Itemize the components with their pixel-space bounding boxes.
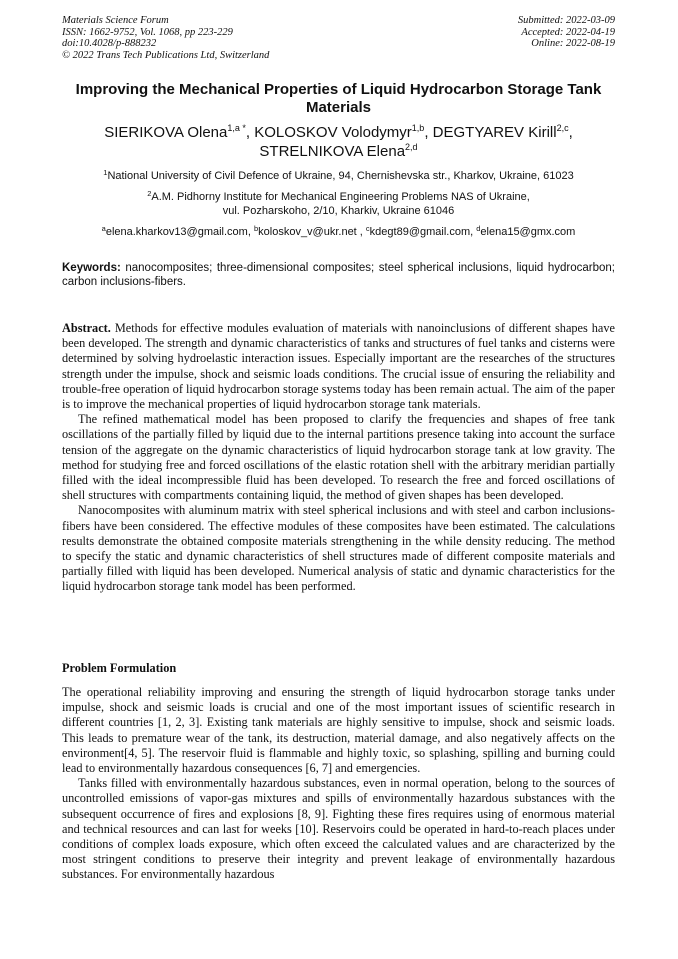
author-affil-marker: 2,c: [556, 123, 569, 133]
abstract-paragraph: The refined mathematical model has been proposed to clarify the frequencies and shapes of free tank oscillations of the partially filled by liquid due to the internal partitions presence taking into account the surface tension of the aggregate on the dynamic characteristics of liquid hydrocarbon storage tank at low gravity. The method for studying free and forced oscillations of the elastic rotation shell with the arbitrary meridian partially filled with the ideal incompressible fluid has been developed. To research the free and forced oscillations of shell structures with compartments containing liquid, the method of given shapes has been developed.: [62, 412, 615, 503]
body-paragraph: The operational reliability improving and ensuring the strength of liquid hydrocarbon storage tanks under impulse, shock and seismic loads is crucial and one of the most important issues of scientific research in different countries [1, 2, 3]. Existing tank materials are highly sensitive to impulse, shock and seismic loads. This leads to premature wear of the tank, its destruction, material damage, and also negatively affects on the environment[4, 5]. The reservoir fluid is flammable and highly toxic, so splashing, spilling and burning could lead to environmentally hazardous consequences [6, 7] and emergencies.: [62, 685, 615, 776]
section-body: [62, 685, 615, 883]
author-name: SIERIKOVA Olena: [104, 124, 228, 141]
affiliation-2: $^2$A.M. Pidhorny Institute for Mechanical Engineering Problems NAS of Ukraine, vul. Pozharskoho, 2/10, Kharkiv, Ukraine 61046: [147, 189, 530, 217]
author-affil-marker: 2,d: [405, 142, 418, 152]
author-emails: $^a$elena.kharkov13@gmail.com, $^b$koloskov_v@ukr.net , $^c$kdegt89@gmail.com, $^d$elena15@gmx.com: [101, 224, 576, 238]
abstract-paragraph: Abstract. Methods for effective modules evaluation of materials with nanoinclusions of different shapes have been developed. The strength and dynamic characteristics of tanks and structures of fuel tanks and cisterns were determined by solving hydroelastic interaction issues. Especially important are the researches of the structures strength under the impulse, shock and seismic loads conditions. The crucial issue of ensuring the reliability and trouble-free operation of liquid hydrocarbon storage systems today has been remain actual. The aim of the paper is to improve the mechanical properties of liquid hydrocarbon storage tank materials.: [62, 321, 615, 412]
issn-line: ISSN: 1662-9752, Vol. 1068, pp 223-229: [62, 26, 233, 38]
author-list: SIERIKOVA Olena$^{1,a *}$, KOLOSKOV Volodymyr$^{1,b}$, DEGTYAREV Kirill$^{2,c}$, STRELNIKOVA Elena$^{2,d}$: [104, 123, 573, 160]
keywords-text: nanocomposites; three-dimensional composites; steel spherical inclusions, liquid hydrocarbon; carbon inclusions-fibers.: [62, 262, 615, 288]
paper-title: Improving the Mechanical Properties of Liquid Hydrocarbon Storage Tank Materials: [75, 81, 602, 116]
author-name: KOLOSKOV Volodymyr: [254, 124, 412, 141]
journal-name: Materials Science Forum: [62, 15, 169, 26]
section-heading: Problem Formulation: [62, 661, 177, 675]
copyright-line: © 2022 Trans Tech Publications Ltd, Switzerland: [62, 49, 270, 61]
dates-header: [395, 15, 615, 50]
online-date: Online: 2022-08-19: [531, 38, 615, 49]
email-link[interactable]: kdegt89@gmail.com: [369, 226, 471, 238]
abstract-paragraph: Nanocomposites with aluminum matrix with steel spherical inclusions and with steel and carbon inclusions-fibers have been considered. The effective modules of these composites have been estimated. The calculations results demonstrate the obtained composite materials strengthening in the while density reducing. The method to specify the static and dynamic characteristics of shell structures made of different composite materials and partially filled with liquid has been developed. Numerical analysis of static and dynamic characteristics for the liquid hydrocarbon storage tank model has been performed.: [62, 503, 615, 594]
author-affil-marker: 1,a *: [227, 123, 246, 133]
email-link[interactable]: elena15@gmx.com: [480, 226, 576, 238]
author-affil-marker: 1,b: [411, 123, 425, 133]
author-name: STRELNIKOVA Elena: [259, 143, 406, 160]
doi-line[interactable]: doi:10.4028/p-888232: [62, 38, 157, 49]
journal-header: [62, 15, 382, 61]
abstract-label: Abstract.: [62, 321, 111, 335]
author-name: DEGTYAREV Kirill: [432, 124, 557, 141]
abstract: [62, 321, 615, 595]
keywords: [62, 261, 615, 289]
email-link[interactable]: elena.kharkov13@gmail.com: [105, 226, 248, 238]
body-paragraph: Tanks filled with environmentally hazardous substances, even in normal operation, belong to the sources of uncontrolled emissions of vapor-gas mixtures and spills of environmentally hazardous substances with the subsequent occurrence of fires and explosions [8, 9]. Fighting these fires requires using of enormous material and technical resources and can last for weeks [10]. Reservoirs could be operated in hard-to-reach places under conditions of complex loads exposure, which often exceed the calculated values and are characterized by the most stringent conditions to preserve their integrity and prevent leakage of environmentally hazardous substances. For environmentally hazardous: [62, 776, 615, 882]
accepted-date: Accepted: 2022-04-19: [521, 26, 615, 38]
keywords-label: Keywords:: [62, 262, 121, 274]
affiliation-1: $^1$National University of Civil Defence of Ukraine, 94, Chernishevska str., Kharkov, Ukraine, 61023: [103, 168, 574, 182]
email-link[interactable]: koloskov_v@ukr.net: [258, 226, 357, 238]
submitted-date: Submitted: 2022-03-09: [517, 15, 615, 26]
